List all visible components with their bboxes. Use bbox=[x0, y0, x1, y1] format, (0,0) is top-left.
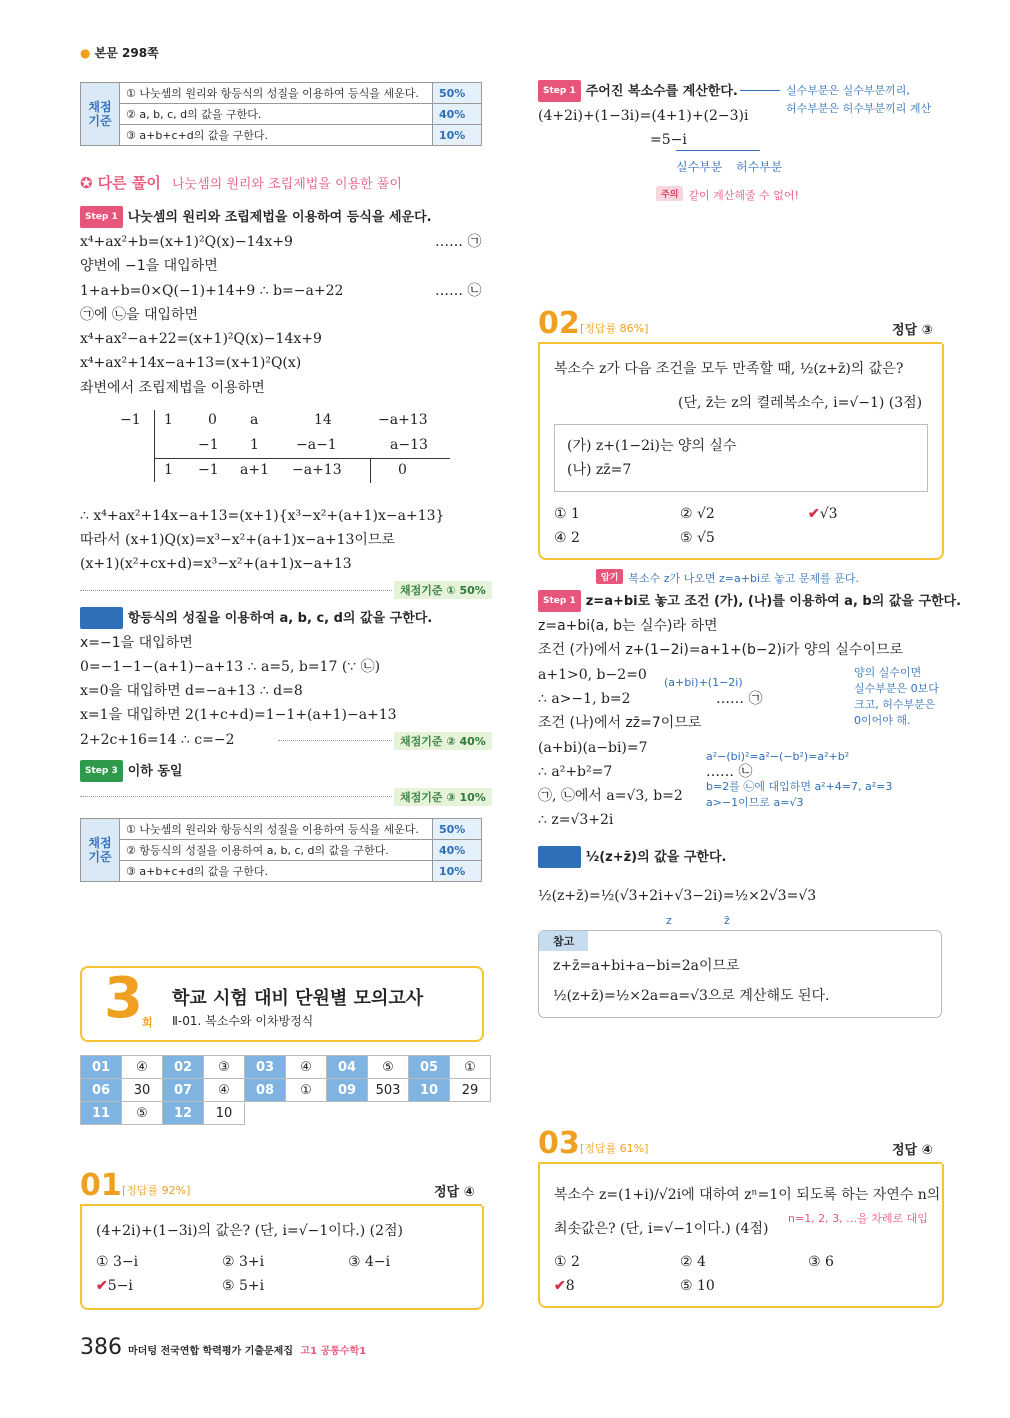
choice: ② √2 bbox=[680, 506, 715, 522]
math-line: 1+a+b=0×Q(−1)+14+9 ∴ b=−a+22 bbox=[80, 283, 344, 299]
criteria-table-1 bbox=[80, 82, 482, 146]
score-badge-1: 채점기준 ① 50% bbox=[394, 581, 492, 599]
note: 양의 실수이면 bbox=[854, 666, 922, 679]
q02-step2-heading bbox=[538, 846, 726, 868]
ans-num: 10 bbox=[409, 1079, 450, 1102]
criteria-pct: 40% bbox=[433, 104, 482, 125]
step2-heading bbox=[80, 607, 432, 629]
criteria-text: ③ a+b+c+d의 값을 구한다. bbox=[120, 861, 433, 882]
math-line: x⁴+ax²+14x−a+13=(x+1)²Q(x) bbox=[80, 355, 302, 371]
ans-num: 09 bbox=[327, 1079, 368, 1102]
criteria-text: ① 나눗셈의 원리와 항등식의 성질을 이용하여 등식을 세운다. bbox=[120, 819, 433, 840]
sol-line: ∴ z=√3+2i bbox=[538, 812, 614, 828]
checkmark-icon: ✔ bbox=[554, 1278, 566, 1294]
choice: ② 4 bbox=[680, 1254, 706, 1270]
note: b=2를 ㉡에 대입하면 a²+4=7, a²=3 bbox=[706, 780, 893, 793]
note: a²−(bi)²=a²−(−b²)=a²+b² bbox=[706, 750, 850, 763]
synth-cell: a+1 bbox=[240, 462, 269, 478]
checkmark-icon: ✔ bbox=[96, 1278, 108, 1294]
section-ref bbox=[80, 44, 159, 61]
text-line: ㉠에 ㉡을 대입하면 bbox=[80, 307, 199, 323]
ans-num: 03 bbox=[245, 1056, 286, 1079]
note: 실수부분은 실수부분끼리, bbox=[786, 84, 910, 97]
ans-num: 05 bbox=[409, 1056, 450, 1079]
criteria-pct: 50% bbox=[433, 819, 482, 840]
tip bbox=[596, 569, 859, 586]
q03-question: 복소수 z=(1+i)/√2i에 대하여 zⁿ=1이 되도록 하는 자연수 n의 bbox=[554, 1187, 941, 1203]
ans-num: 07 bbox=[163, 1079, 204, 1102]
q02-answer: 정답 ③ bbox=[892, 323, 933, 338]
ans-val: ① bbox=[450, 1056, 491, 1079]
exam-hoe: 회 bbox=[142, 1016, 153, 1029]
choice: ④ 2 bbox=[554, 530, 580, 546]
sol-line: z=a+bi(a, b는 실수)라 하면 bbox=[538, 618, 718, 634]
ans-val: ① bbox=[286, 1079, 327, 1102]
synth-divisor: −1 bbox=[120, 412, 141, 428]
step-title: 항등식의 성질을 이용하여 a, b, c, d의 값을 구한다. bbox=[127, 611, 433, 626]
q02-rate: [정답률 86%] bbox=[580, 322, 649, 335]
q01-question: (4+2i)+(1−3i)의 값은? (단, i=√−1이다.) (2점) bbox=[96, 1223, 404, 1239]
note: z bbox=[666, 914, 672, 927]
math-line: 0=−1−1−(a+1)−a+13 ∴ a=5, b=17 (∵ ㉡) bbox=[80, 659, 381, 675]
step-title: z=a+bi로 놓고 조건 (가), (나)를 이용하여 a, b의 값을 구한다. bbox=[585, 594, 962, 609]
reference-box bbox=[538, 930, 942, 1018]
choice: ① 2 bbox=[554, 1254, 580, 1270]
step-tag: Step 1 bbox=[538, 590, 581, 612]
alt-subtitle: 나눗셈의 원리와 조립제법을 이용한 풀이 bbox=[171, 177, 402, 192]
footer-book bbox=[128, 1342, 366, 1357]
criteria-text: ③ a+b+c+d의 값을 구한다. bbox=[120, 125, 433, 146]
step-tag: Step 2 bbox=[538, 846, 581, 868]
criteria-text: ② a, b, c, d의 값을 구한다. bbox=[120, 104, 433, 125]
synth-cell: a bbox=[250, 412, 259, 428]
footer-book-title: 마더텅 전국연합 학력평가 기출문제집 bbox=[128, 1346, 294, 1357]
step3-heading bbox=[80, 760, 183, 782]
eq-mark: …… ㉠ bbox=[716, 691, 763, 707]
note: 허수부분은 허수부분끼리 계산 bbox=[786, 102, 932, 115]
r-step1-heading bbox=[538, 80, 738, 102]
synth-cell: −1 bbox=[198, 462, 219, 478]
checkmark-icon: ✔ bbox=[808, 506, 820, 522]
ans-val: ⑤ bbox=[368, 1056, 409, 1079]
q02-number: 02 bbox=[538, 306, 580, 341]
choice: ① 3−i bbox=[96, 1254, 139, 1270]
ans-num: 06 bbox=[81, 1079, 122, 1102]
choice: ② 3+i bbox=[222, 1254, 265, 1270]
note: 실수부분은 0보다 bbox=[854, 682, 939, 695]
note: 실수부분 bbox=[676, 160, 723, 174]
choice: ⑤ 10 bbox=[680, 1278, 715, 1294]
criteria-table-2 bbox=[80, 818, 482, 882]
sol-line: 조건 (나)에서 zz̄=7이므로 bbox=[538, 715, 702, 731]
q03-answer: 정답 ④ bbox=[892, 1143, 933, 1158]
sol-line: ㉠, ㉡에서 a=√3, b=2 bbox=[538, 788, 683, 804]
math-line: x⁴+ax²−a+22=(x+1)²Q(x)−14x+9 bbox=[80, 331, 322, 347]
choice-text: 8 bbox=[565, 1278, 575, 1294]
ref-text: 본문 298쪽 bbox=[94, 46, 159, 60]
q02-question-cond: (단, z̄는 z의 켤레복소수, i=√−1) (3점) bbox=[678, 395, 923, 411]
circle-icon: ● bbox=[80, 46, 91, 60]
score-badge-2: 채점기준 ② 40% bbox=[394, 732, 492, 750]
math-line: (x+1)(x²+cx+d)=x³−x²+(a+1)x−a+13 bbox=[80, 556, 352, 572]
synth-cell: −a+13 bbox=[378, 412, 428, 428]
ans-val: 503 bbox=[368, 1079, 409, 1102]
sol-line: ∴ a>−1, b=2 bbox=[538, 691, 631, 707]
synthetic-division bbox=[120, 410, 450, 486]
note: a>−1이므로 a=√3 bbox=[706, 796, 804, 809]
step-title: 주어진 복소수를 계산한다. bbox=[585, 84, 738, 99]
synth-cell: 1 bbox=[250, 437, 259, 453]
math-line: 2+2c+16=14 ∴ c=−2 bbox=[80, 732, 235, 748]
note: 0이어야 해. bbox=[854, 714, 911, 727]
condition: (나) zz̄=7 bbox=[567, 462, 632, 478]
page-number: 386 bbox=[80, 1335, 122, 1360]
footer-grade: 고1 공통수학1 bbox=[300, 1346, 367, 1357]
choice: ⑤ √5 bbox=[680, 530, 715, 546]
sol-line: ∴ a²+b²=7 bbox=[538, 764, 613, 780]
criteria-pct: 50% bbox=[433, 83, 482, 104]
synth-cell: −a+13 bbox=[292, 462, 342, 478]
note: n=1, 2, 3, …을 차례로 대입 bbox=[788, 1212, 928, 1225]
synth-cell: a−13 bbox=[390, 437, 428, 453]
ans-num: 02 bbox=[163, 1056, 204, 1079]
alt-solution-heading bbox=[80, 172, 402, 193]
choice-text: √3 bbox=[819, 506, 838, 522]
ans-num: 11 bbox=[81, 1102, 122, 1125]
ans-val: ④ bbox=[122, 1056, 163, 1079]
step1-heading bbox=[80, 206, 432, 228]
choice-correct bbox=[96, 1278, 133, 1294]
eq-mark-2: …… ㉡ bbox=[435, 283, 482, 299]
step-tag: Step 2 bbox=[80, 607, 123, 629]
ref-line: z+z̄=a+bi+a−bi=2a이므로 bbox=[553, 958, 740, 974]
sol-line: a+1>0, b−2=0 bbox=[538, 667, 647, 683]
ans-val: ⑤ bbox=[122, 1102, 163, 1125]
criteria-pct: 40% bbox=[433, 840, 482, 861]
warning bbox=[656, 186, 799, 203]
eq-mark-1: …… ㉠ bbox=[435, 234, 482, 250]
ans-num: 04 bbox=[327, 1056, 368, 1079]
tip-text: 복소수 z가 나오면 z=a+bi로 놓고 문제를 푼다. bbox=[628, 572, 860, 585]
tip-tag: 암기 bbox=[596, 569, 623, 584]
math-line: (4+2i)+(1−3i)=(4+1)+(2−3)i bbox=[538, 108, 749, 124]
math-line: 따라서 (x+1)Q(x)=x³−x²+(a+1)x−a+13이므로 bbox=[80, 532, 395, 548]
choice: ⑤ 5+i bbox=[222, 1278, 265, 1294]
synth-cell: 14 bbox=[314, 412, 332, 428]
step-title: 나눗셈의 원리와 조립제법을 이용하여 등식을 세운다. bbox=[127, 210, 432, 225]
note: (a+bi)+(1−2i) bbox=[664, 676, 743, 689]
step-tag: Step 1 bbox=[80, 206, 123, 228]
synth-cell: 1 bbox=[164, 412, 173, 428]
ans-val: ③ bbox=[204, 1056, 245, 1079]
note: 허수부분 bbox=[736, 160, 783, 174]
q02-question: 복소수 z가 다음 조건을 모두 만족할 때, ½(z+z̄)의 값은? bbox=[554, 361, 904, 377]
math-line: x=0을 대입하면 d=−a+13 ∴ d=8 bbox=[80, 683, 303, 699]
criteria-label: 채점 기준 bbox=[81, 83, 120, 146]
synth-cell: 1 bbox=[164, 462, 173, 478]
ans-val: 29 bbox=[450, 1079, 491, 1102]
criteria-text: ① 나눗셈의 원리와 항등식의 성질을 이용하여 등식을 세운다. bbox=[120, 83, 433, 104]
star-icon: ✪ bbox=[80, 174, 93, 192]
sol-line: (a+bi)(a−bi)=7 bbox=[538, 740, 648, 756]
ref-tag: 참고 bbox=[539, 931, 588, 951]
warn-text: 같이 계산해줄 수 없어! bbox=[688, 189, 799, 202]
choice: ③ 4−i bbox=[348, 1254, 391, 1270]
synth-cell: −1 bbox=[198, 437, 219, 453]
step-tag: Step 3 bbox=[80, 760, 123, 782]
text-line: x=−1을 대입하면 bbox=[80, 635, 193, 651]
criteria-label: 채점 기준 bbox=[81, 819, 120, 882]
ref-line: ½(z+z̄)=½×2a=a=√3으로 계산해도 된다. bbox=[553, 988, 830, 1004]
q01-answer: 정답 ④ bbox=[434, 1185, 475, 1200]
score-badge-3: 채점기준 ③ 10% bbox=[394, 788, 492, 806]
math-line: x=1을 대입하면 2(1+c+d)=1−1+(a+1)−a+13 bbox=[80, 707, 397, 723]
exam-header-box bbox=[80, 966, 484, 1042]
ans-num: 01 bbox=[81, 1056, 122, 1079]
ans-val: ④ bbox=[204, 1079, 245, 1102]
step-title: 이하 동일 bbox=[127, 764, 183, 779]
ans-val: 30 bbox=[122, 1079, 163, 1102]
step-title: ½(z+z̄)의 값을 구한다. bbox=[585, 850, 727, 865]
math-line: x⁴+ax²+b=(x+1)²Q(x)−14x+9 bbox=[80, 234, 293, 250]
criteria-pct: 10% bbox=[433, 861, 482, 882]
exam-subtitle: Ⅱ-01. 복소수와 이차방정식 bbox=[172, 1014, 314, 1028]
criteria-text: ② 항등식의 성질을 이용하여 a, b, c, d의 값을 구한다. bbox=[120, 840, 433, 861]
alt-title: 다른 풀이 bbox=[97, 174, 161, 192]
math-line: =5−i bbox=[650, 132, 687, 148]
synth-cell: −a−1 bbox=[296, 437, 337, 453]
q03-question-cond: 최솟값은? (단, i=√−1이다.) (4점) bbox=[554, 1221, 769, 1237]
criteria-pct: 10% bbox=[433, 125, 482, 146]
exam-number: 3 bbox=[104, 966, 143, 1031]
note: 크고, 허수부분은 bbox=[854, 698, 936, 711]
condition: (가) z+(1−2i)는 양의 실수 bbox=[567, 438, 737, 454]
choice-text: 5−i bbox=[107, 1278, 133, 1294]
synth-cell: 0 bbox=[208, 412, 217, 428]
q02-step1-heading bbox=[538, 590, 961, 612]
q03-number: 03 bbox=[538, 1126, 580, 1161]
math-line: ∴ x⁴+ax²+14x−a+13=(x+1){x³−x²+(a+1)x−a+13} bbox=[80, 508, 445, 524]
q02-box bbox=[538, 344, 944, 560]
answer-grid bbox=[80, 1055, 491, 1125]
warn-tag: 주의 bbox=[656, 186, 683, 201]
choice-correct bbox=[554, 1278, 575, 1294]
q03-rate: [정답률 61%] bbox=[580, 1142, 649, 1155]
eq-mark: …… ㉡ bbox=[706, 764, 753, 780]
choice-correct bbox=[808, 506, 838, 522]
exam-title: 학교 시험 대비 단원별 모의고사 bbox=[172, 988, 424, 1009]
ans-val: 10 bbox=[204, 1102, 245, 1125]
ans-num: 08 bbox=[245, 1079, 286, 1102]
ans-num: 12 bbox=[163, 1102, 204, 1125]
conditions-box bbox=[554, 424, 928, 492]
ans-val: ④ bbox=[286, 1056, 327, 1079]
q03-box bbox=[538, 1164, 944, 1308]
choice: ③ 6 bbox=[808, 1254, 834, 1270]
q01-box bbox=[80, 1206, 484, 1310]
synth-remainder: 0 bbox=[398, 462, 407, 478]
step-tag: Step 1 bbox=[538, 80, 581, 102]
text-line: 양변에 −1을 대입하면 bbox=[80, 258, 218, 274]
calc-line: ½(z+z̄)=½(√3+2i+√3−2i)=½×2√3=√3 bbox=[538, 888, 817, 904]
q01-number: 01 bbox=[80, 1168, 122, 1203]
q01-rate: [정답률 92%] bbox=[122, 1184, 191, 1197]
note: z̄ bbox=[724, 914, 730, 927]
choice: ① 1 bbox=[554, 506, 580, 522]
text-line: 좌변에서 조립제법을 이용하면 bbox=[80, 380, 265, 396]
sol-line: 조건 (가)에서 z+(1−2i)=a+1+(b−2)i가 양의 실수이므로 bbox=[538, 642, 903, 658]
